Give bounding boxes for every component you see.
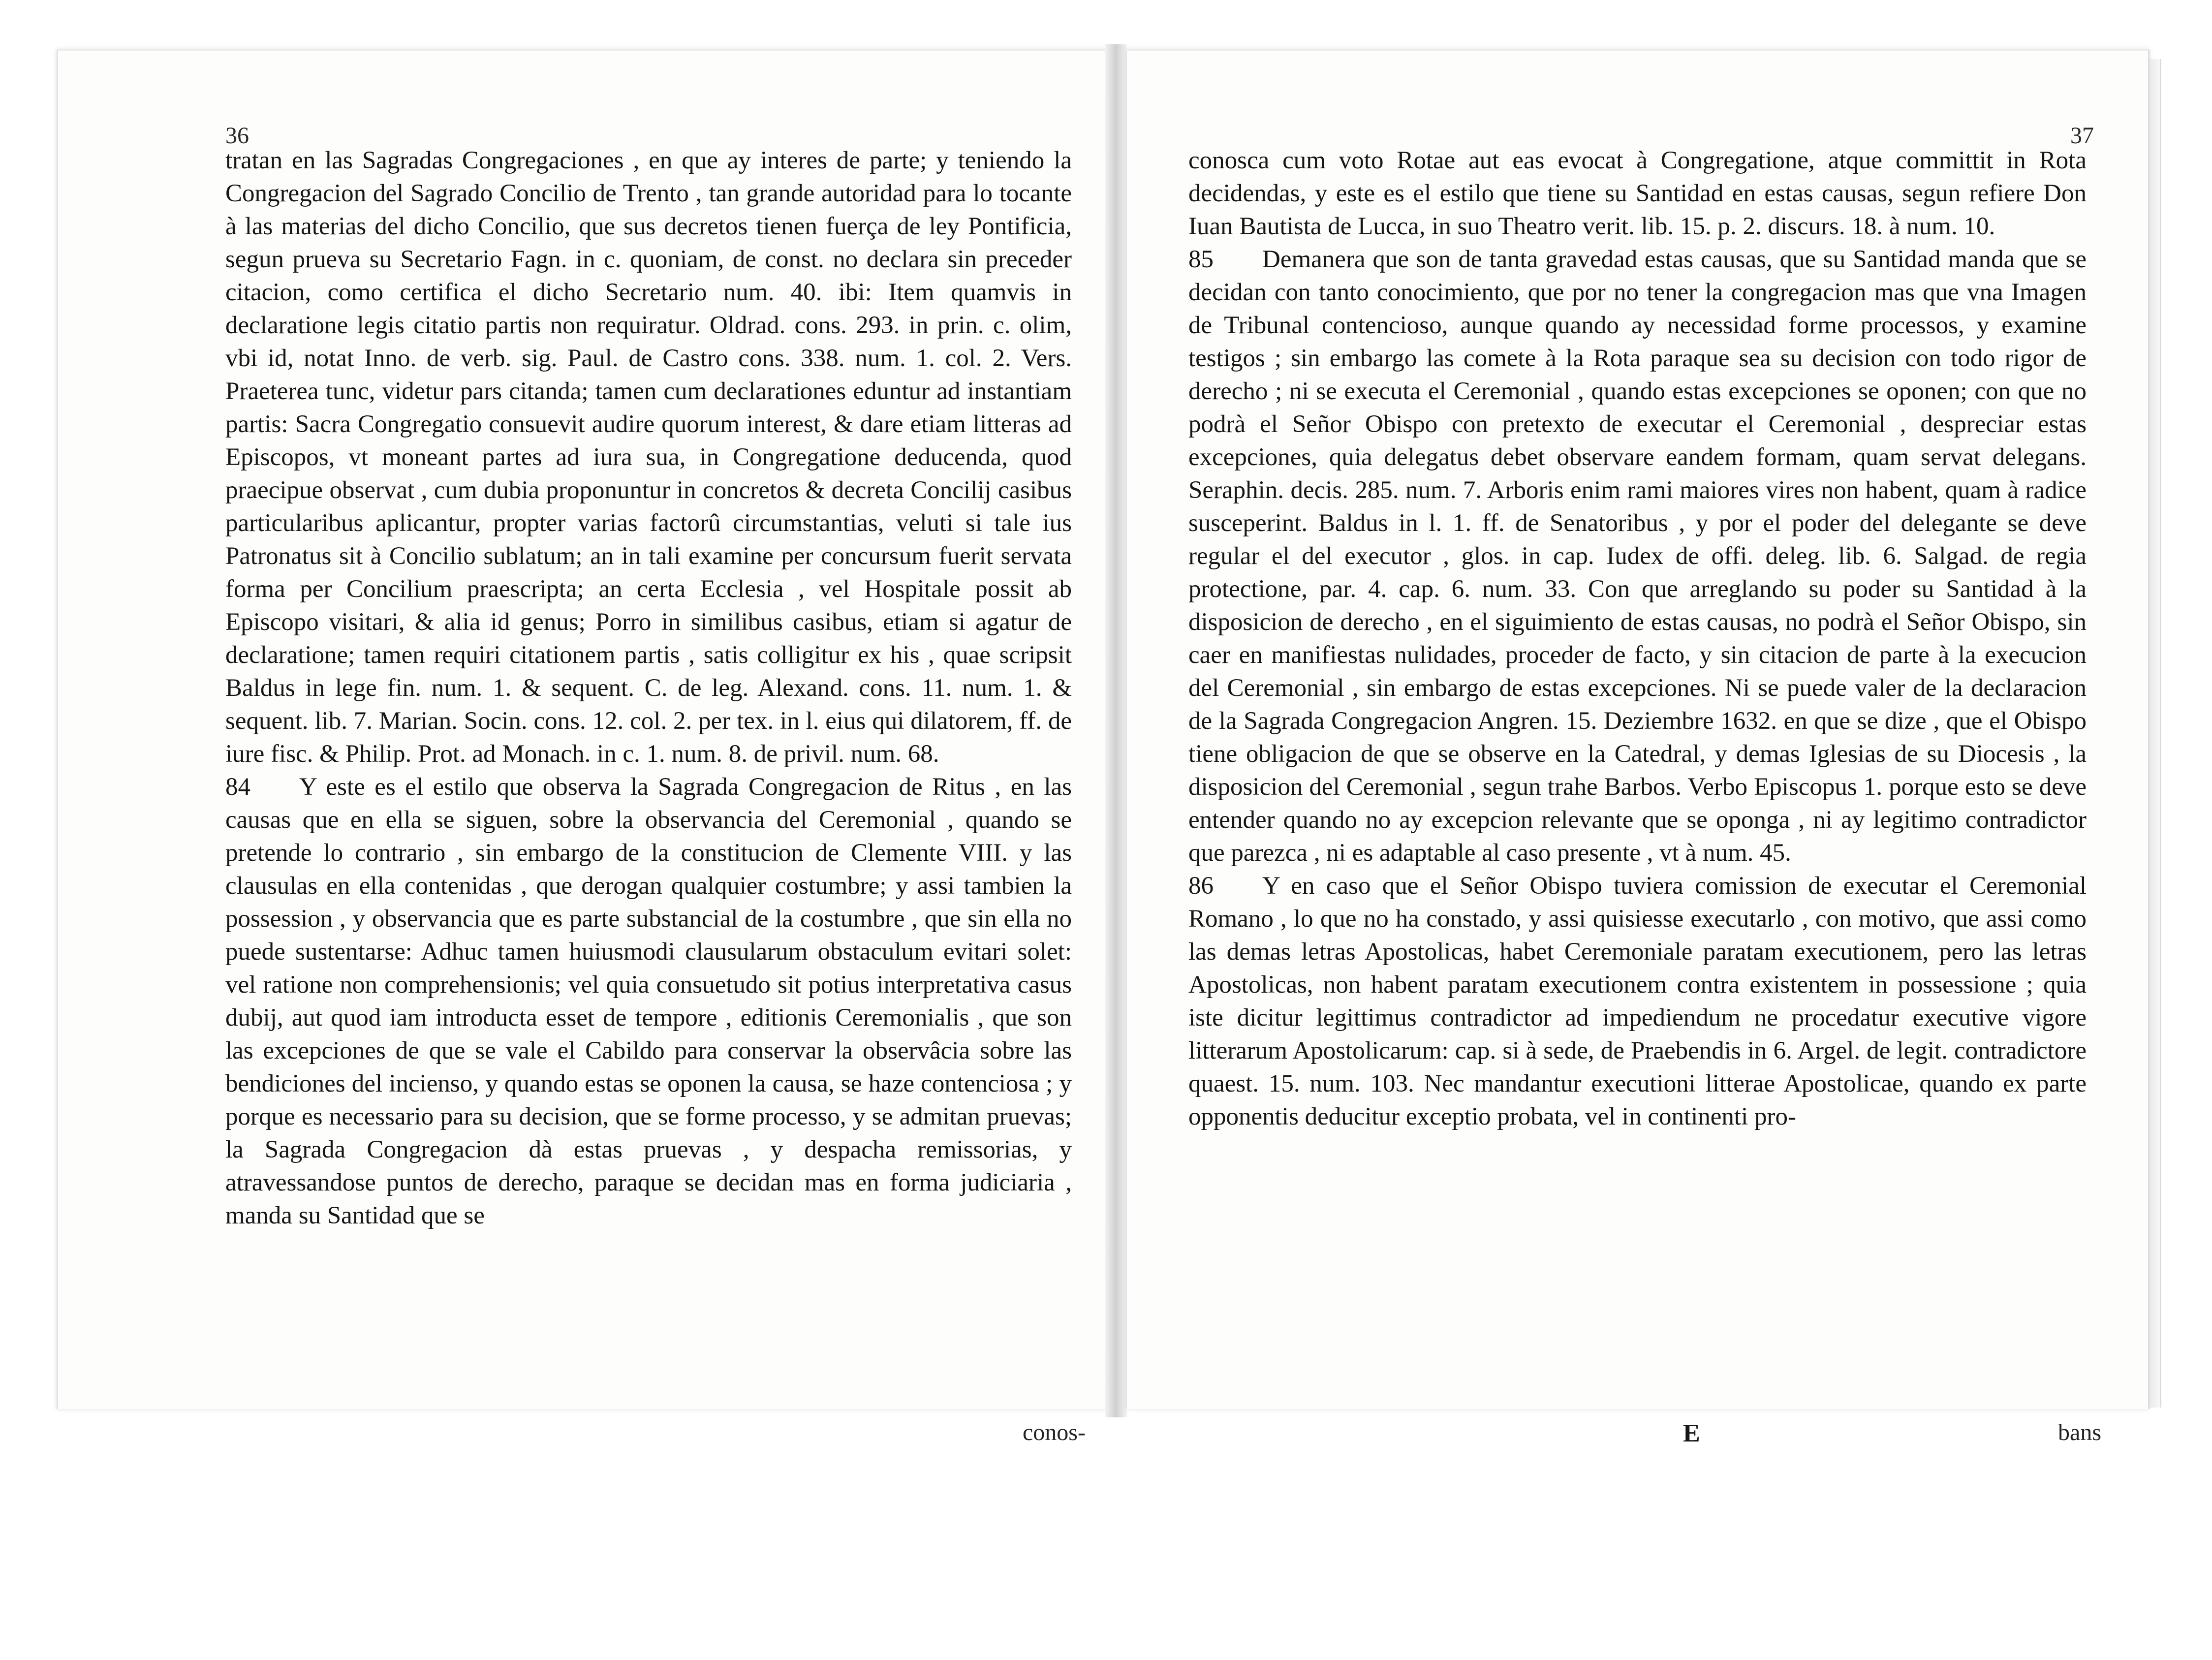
paragraph (1188, 144, 2087, 243)
paragraph-number: 84 (225, 773, 250, 801)
page-edge (2150, 59, 2161, 1408)
page-number: 37 (2070, 123, 2094, 149)
paragraph (1188, 243, 2087, 870)
paragraph-text: tratan en las Sagradas Congregaciones , en que ay interes de parte; y teniendo la Congregacion del Sagrado Concilio de Trento , tan grande autoridad para lo tocante à las materias del dicho Concilio, que sus decretos tienen fuerça de ley Pontificia, segun prueva su Secretario Fagn. in c. quoniam, de const. no declara sin preceder citacion, como certifica el dicho Secretario num. 40. ibi: Item quamvis in declaratione legis citatio partis non requiratur. Oldrad. cons. 293. in prin. c. olim, vbi id, notat Inno. de verb. sig. Paul. de Castro cons. 338. num. 1. col. 2. Vers. Praeterea tunc, videtur pars citanda; tamen cum declarationes eduntur ad instantiam partis: Sacra Congregatio consuevit audire quorum interest, & dare etiam litteras ad Episcopos, vt moneant partes ad iura sua, in Congregatione deducenda, quod praecipue observat , cum dubia proponuntur in concretos & decreta Concilij casibus particularibus aplicantur, propter varias factorû circumstantias, veluti si tale ius Patronatus sit à Concilio sublatum; an in tali examine per concursum fuerit servata forma per Concilium praescripta; an certa Ecclesia , vel Hospitale possit ab Episcopo visitari, & alia id genus; Porro in similibus casibus, etiam si agatur de declaratione; tamen requiri citationem partis , satis colligitur ex his , quae scripsit Baldus in lege fin. num. 1. & sequent. C. de leg. Alexand. cons. 11. num. 1. & sequent. lib. 7. Marian. Socin. cons. 12. col. 2. per tex. in l. eius qui dilatorem, ff. de iure fisc. & Philip. Prot. ad Monach. in c. 1. num. 8. de privil. num. 68. (225, 147, 1072, 768)
catchword: conos- (1023, 1419, 1086, 1445)
catchword: bans (2058, 1419, 2101, 1445)
left-page (57, 49, 1106, 1445)
paragraph-text: conosca cum voto Rotae aut eas evocat à Congregatione, atque committit in Rota decidendas, y este es el estilo que tiene su Santidad en estas causas, segun refiere Don Iuan Bautista de Lucca, in suo Theatro verit. lib. 15. p. 2. discurs. 18. à num. 10. (1188, 147, 2087, 240)
paragraph-text: Y en caso que el Señor Obispo tuviera comission de executar el Ceremonial Romano , lo que no ha constado, y assi quisiesse executarlo , con motivo, que assi como las demas letras Apostolicas, habet Ceremoniale paratam executionem, pero las letras Apostolicas, non habent paratam executionem contra existentem in possessione ; quia iste dicitur legittimus contradictor ad impediendum ne procedatur executive vigore litterarum Apostolicarum: cap. si à sede, de Praebendis in 6. Argel. de legit. contradictore quaest. 15. num. 103. Nec mandantur executioni litterae Apostolicae, quando ex parte opponentis deducitur exceptio probata, vel in continenti pro- (1188, 872, 2087, 1130)
paragraph-number: 86 (1188, 872, 1214, 900)
paragraph-number: 85 (1188, 246, 1214, 273)
page-number: 36 (225, 123, 249, 149)
paragraph (225, 144, 1072, 771)
right-page-text (1188, 144, 2087, 1133)
right-page (1127, 49, 2150, 1447)
paragraph (225, 771, 1072, 1232)
left-page-text (225, 144, 1072, 1232)
signature-mark: E (1683, 1419, 1700, 1447)
paragraph (1188, 870, 2087, 1133)
paragraph-text: Y este es el estilo que observa la Sagrada Congregacion de Ritus , en las causas que en ella se siguen, sobre la observancia del Ceremonial , quando se pretende lo contrario , sin embargo de la constitucion de Clemente VIII. y las clausulas en ella contenidas , que derogan qualquier costumbre; y assi tambien la possession , y observancia que es parte substancial de la costumbre , que sin ella no puede sustentarse: Adhuc tamen huiusmodi clausularum obstaculum evitari solet: vel ratione non comprehensionis; vel quia consuetudo sit potius interpretativa casus dubij, aut quod iam introducta esset de tempore , editionis Ceremonialis , que son las excepciones de que se vale el Cabildo para conservar la observâcia sobre las bendiciones del incienso, y quando estas se oponen la causa, se haze contenciosa ; y porque es necessario para su decision, que se forme processo, y se admitan pruevas; la Sagrada Congregacion dà estas pruevas , y despacha remissorias, y atravessandose puntos de derecho, paraque se decidan mas en forma judiciaria , manda su Santidad que se (225, 773, 1072, 1229)
paragraph-text: Demanera que son de tanta gravedad estas causas, que su Santidad manda que se decidan con tanto conocimiento, que por no tener la congregacion mas que vna Imagen de Tribunal contencioso, aunque quando ay necessidad forme processos, y examine testigos ; sin embargo las comete à la Rota paraque sea su decision con todo rigor de derecho ; ni se executa el Ceremonial , quando estas excepciones se oponen; con que no podrà el Señor Obispo con pretexto de executar el Ceremonial , despreciar estas excepciones, quia delegatus debet observare eandem formam, quam servat delegans. Seraphin. decis. 285. num. 7. Arboris enim rami maiores vires non habent, quam à radice susceperint. Baldus in l. 1. ff. de Senatoribus , y por el poder del delegante se deve regular el del executor , glos. in cap. Iudex de offi. deleg. lib. 6. Salgad. de regia protectione, par. 4. cap. 6. num. 33. Con que arreglando su poder su Santidad à la disposicion de derecho , en el siguimiento de estas causas, no podrà el Señor Obispo, sin caer en manifiestas nulidades, proceder de facto, y sin citacion de parte à la execucion del Ceremonial , sin embargo de estas excepciones. Ni se puede valer de la declaracion de la Sagrada Congregacion Angren. 15. Deziembre 1632. en que se dize , que el Obispo tiene obligacion de que se observe en la Catedral, y demas Iglesias de su Diocesis , la disposicion del Ceremonial , segun trahe Barbos. Verbo Episcopus 1. porque esto se deve entender quando no ay excepcion relevante que se oponga , ni ay legitimo contradictor que parezca , ni es adaptable al caso presente , vt à num. 45. (1188, 246, 2087, 867)
book-gutter (1105, 44, 1127, 1417)
